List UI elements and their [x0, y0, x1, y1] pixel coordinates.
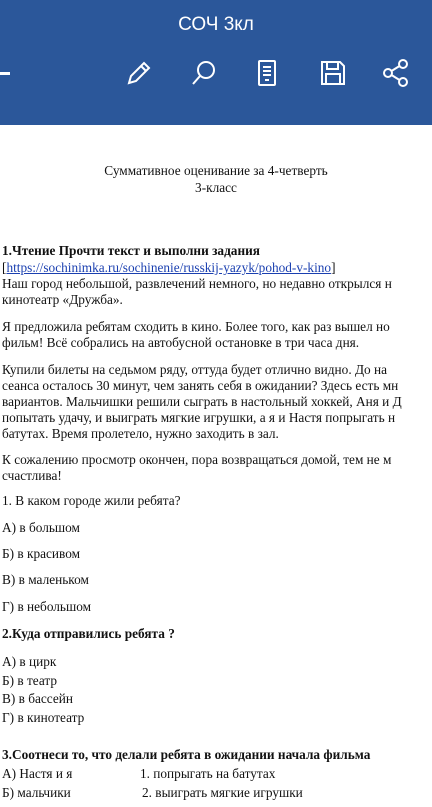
match-right: 2. выиграть мягкие игрушки [142, 785, 303, 800]
match-right: 1. попрыгать на батутах [140, 766, 276, 781]
answer-option: А) в большом [2, 520, 80, 535]
answer-option: Г) в кинотеатр [2, 710, 85, 725]
match-left: Б) мальчики [2, 785, 71, 800]
document-title: СОЧ 3кл [178, 14, 254, 35]
paragraph-line: Купили билеты на седьмом ряду, оттуда будет отлично видно. До на [2, 362, 388, 377]
question-3: 3.Соотнеси то, что делали ребята в ожидании начала фильма [2, 747, 371, 762]
task1-heading: 1.Чтение Прочти текст и выполни задания [2, 243, 260, 258]
back-icon[interactable] [0, 72, 10, 75]
paragraph-line: вариантов. Мальчишки решили сыграть в настольный хоккей, Аня и Д [2, 394, 402, 409]
paragraph-line: К сожалению просмотр окончен, пора возвращаться домой, тем не м [2, 452, 392, 467]
question-1: 1. В каком городе жили ребята? [2, 493, 181, 508]
paragraph-line: счастлива! [2, 468, 62, 483]
paragraph-line: батутах. Время пролетело, нужно заходить в зал. [2, 426, 279, 441]
answer-option: А) в цирк [2, 654, 57, 669]
question-2: 2.Куда отправились ребята ? [2, 626, 175, 641]
answer-option: Г) в небольшом [2, 599, 92, 614]
match-left: А) Настя и я [2, 766, 73, 781]
reading-mode-icon[interactable] [252, 58, 282, 88]
share-icon[interactable] [381, 58, 411, 88]
search-icon[interactable] [189, 58, 219, 88]
doc-header: Суммативное оценивание за 4-четверть [104, 163, 328, 178]
task1-source: [https://sochinimka.ru/sochinenie/russkij-yazyk/pohod-v-kino] [2, 260, 336, 275]
paragraph-line: кинотеатр «Дружба». [2, 292, 123, 307]
pencil-icon[interactable] [124, 58, 154, 88]
answer-option: В) в бассейн [2, 691, 73, 706]
answer-option: Б) в красивом [2, 546, 81, 561]
document-page [0, 125, 432, 807]
paragraph-line: сеанса осталось 30 минут, чем занять себя в ожидании? Здесь есть мн [2, 378, 399, 393]
paragraph-line: Наш город небольшой, развлечений немного, но недавно открылся н [2, 276, 392, 291]
answer-option: В) в маленьком [2, 572, 89, 587]
save-icon[interactable] [318, 58, 348, 88]
source-link[interactable]: https://sochinimka.ru/sochinenie/russkij-yazyk/pohod-v-kino [6, 260, 332, 275]
doc-subheader: 3-класс [195, 180, 237, 195]
paragraph-line: попытать удачу, и выиграть мягкие игрушки, а я и Настя попрыгать н [2, 410, 396, 425]
status-bar [0, 0, 432, 10]
answer-option: Б) в театр [2, 673, 58, 688]
paragraph-line: фильм! Всё собрались на автобусной остановке в три часа дня. [2, 335, 360, 350]
app-toolbar [0, 0, 432, 125]
paragraph-line: Я предложила ребятам сходить в кино. Более того, как раз вышел но [2, 319, 390, 334]
